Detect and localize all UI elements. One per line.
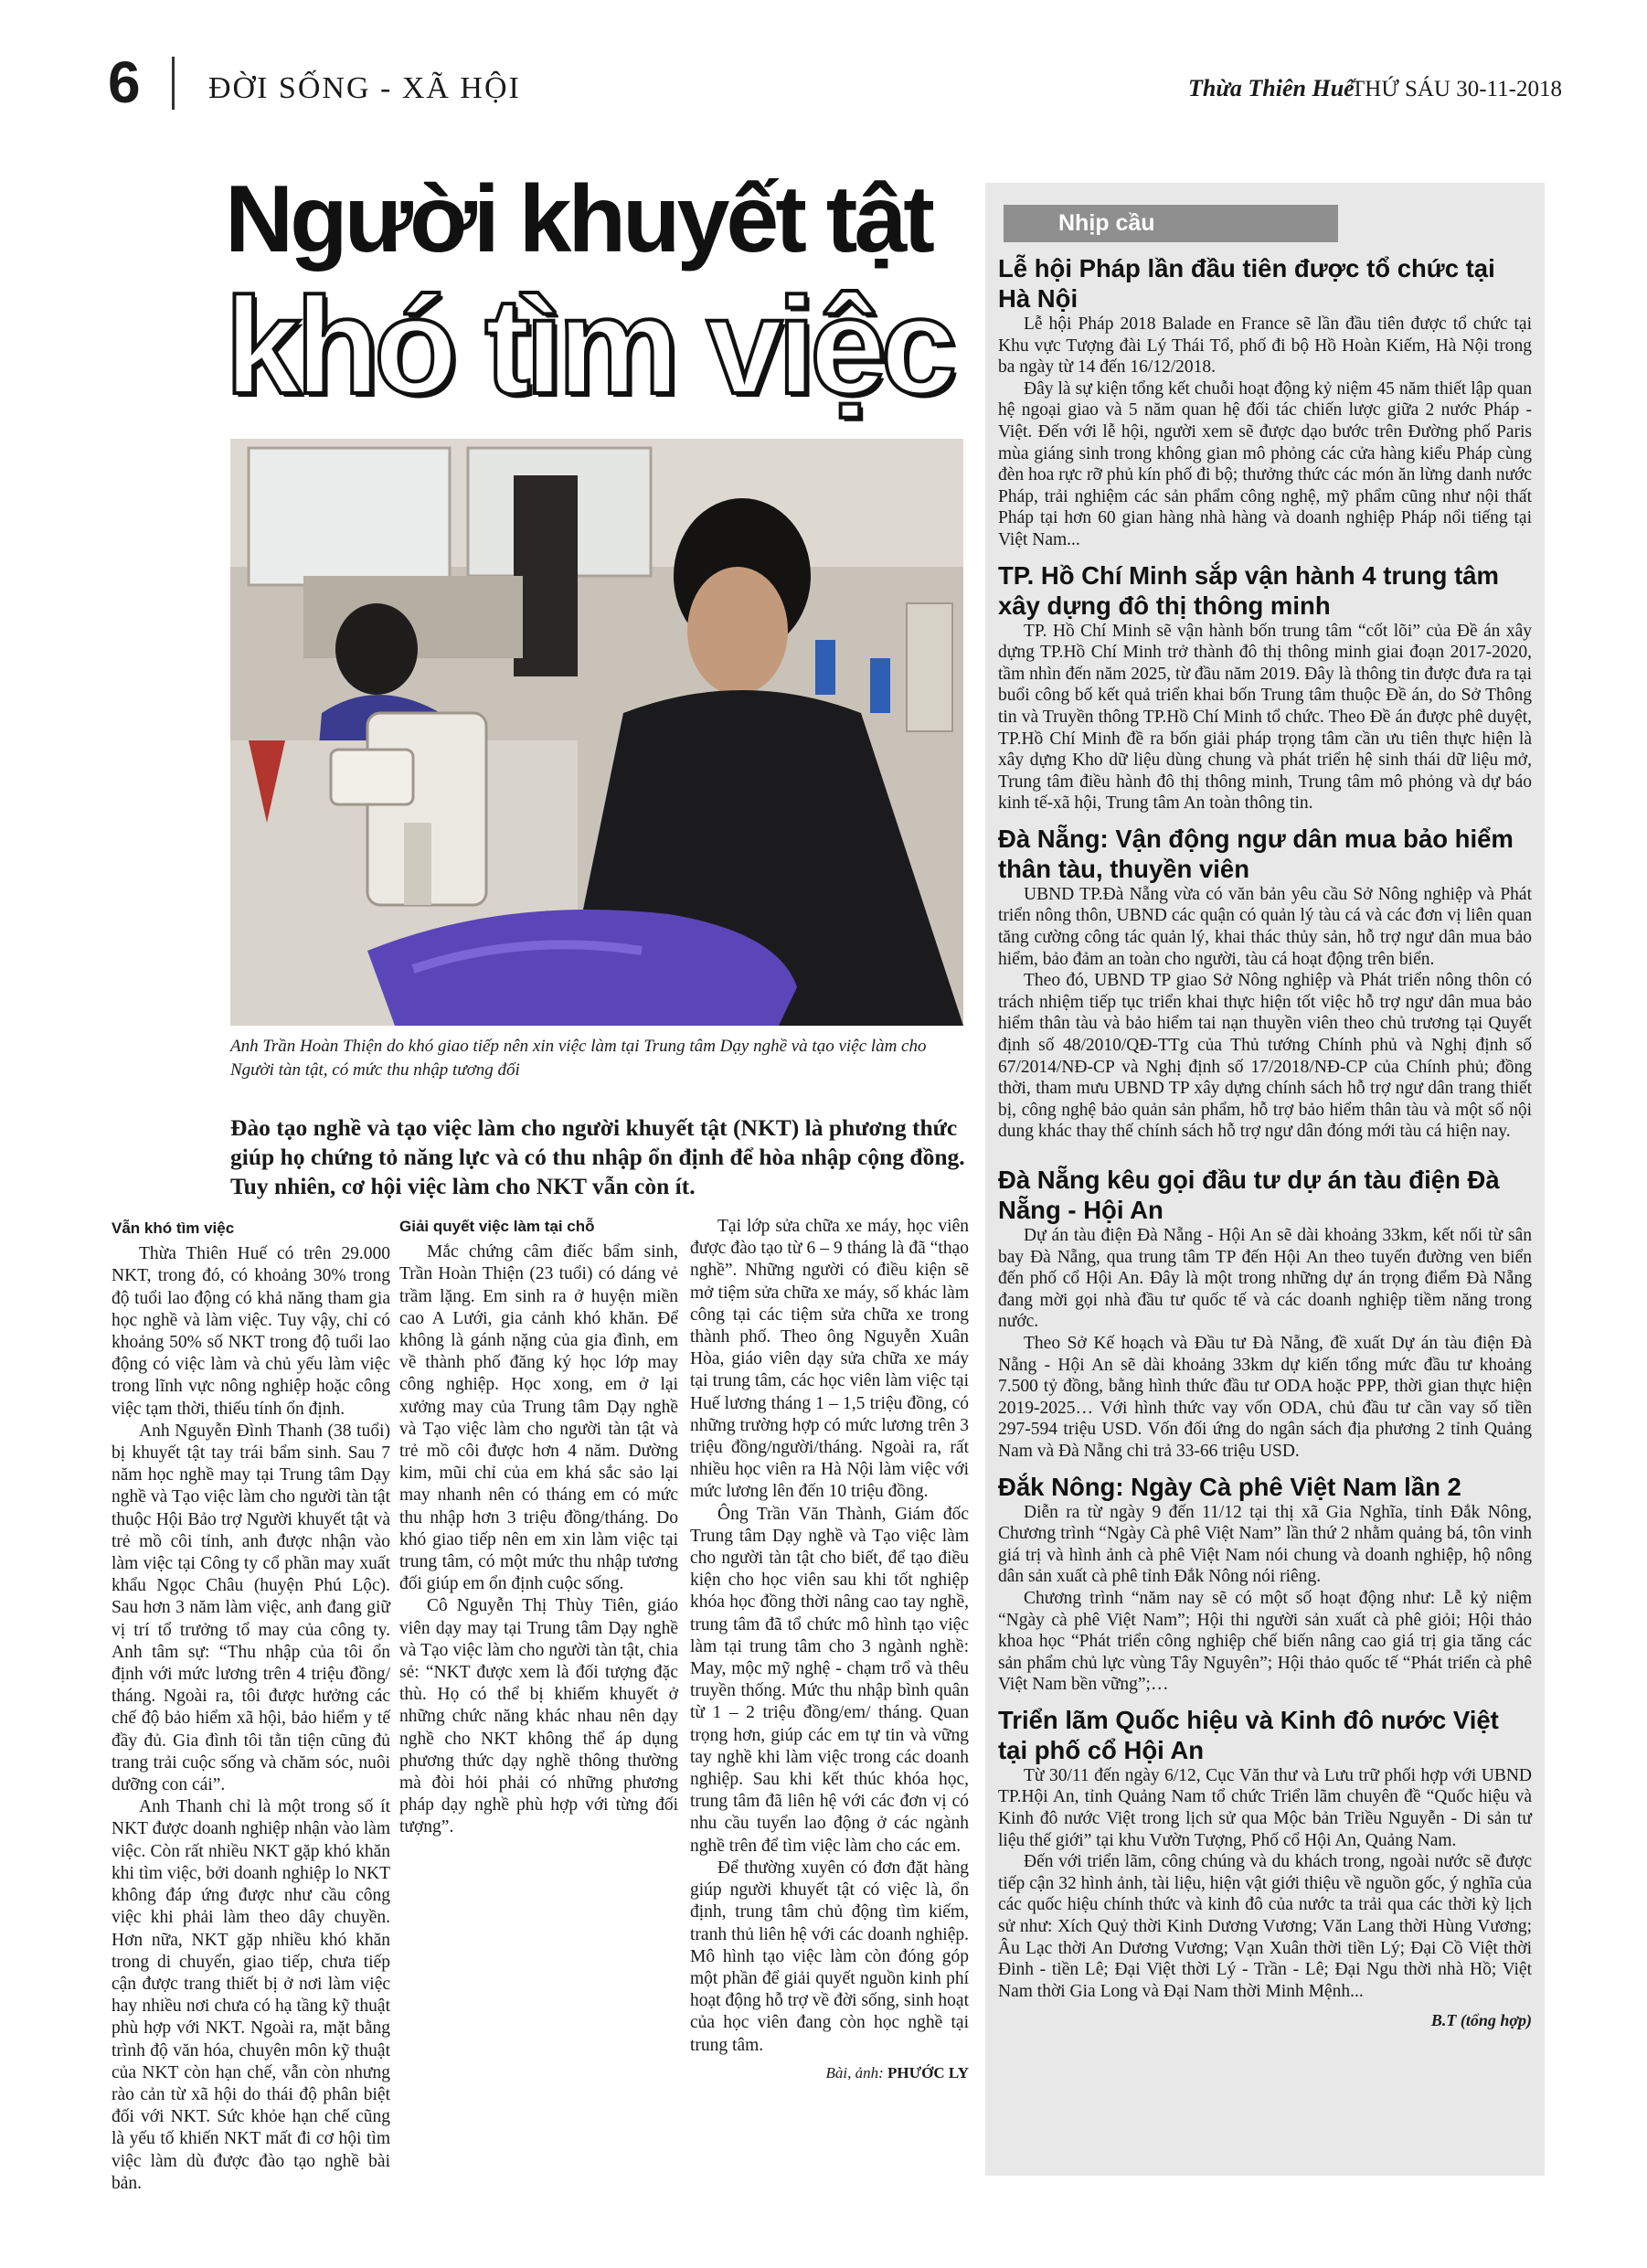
story-paragraph: Đây là sự kiện tổng kết chuỗi hoạt động kỷ niệm 45 năm thiết lập quan hệ ngoại giao và 5 năm quan hệ đối tác chiến lược giữa 2 nước Pháp - Việt. Đến với lễ hội, người xem sẽ được dạo bước trên Đường phố Paris mùa giáng sinh trong không gian mô phỏng các cửa hàng kiểu Pháp cùng đèn hoa rực rỡ phủ kín phố đi bộ; thưởng thức các món ăn lừng danh nước Pháp, trải nghiệm các sản phẩm công nghệ, mỹ phẩm cũng như nội thất Pháp tại hơn 60 gian hàng nhà hàng và doanh nghiệp Pháp nổi tiếng tại Việt Nam... xyxy=(998,378,1532,549)
story-title: Triển lãm Quốc hiệu và Kinh đô nước Việt tại phố cổ Hội An xyxy=(998,1705,1499,1764)
story-title: Đà Nẵng kêu gọi đầu tư dự án tàu điện Đà Nẵng - Hội An xyxy=(998,1166,1500,1224)
article-paragraph: Thừa Thiên Huế có trên 29.000 NKT, trong đó, có khoảng 30% trong độ tuổi lao động có khả năng tham gia học nghề và làm việc. Tuy vậy, chỉ có khoảng 50% số NKT trong độ tuổi lao động có việc làm và chủ yếu làm việc trong lĩnh vực nông nghiệp hoặc công việc tạm thời, thiếu tính ổn định. xyxy=(112,1244,390,1419)
story-paragraph: Diễn ra từ ngày 9 đến 11/12 tại thị xã Gia Nghĩa, tỉnh Đắk Nông, Chương trình “Ngày Cà phê Việt Nam” lần thứ 2 nhằm quảng bá, tôn vinh giá trị và hình ảnh cà phê Việt Nam nói chung và doanh nghiệp, hộ nông dân sản xuất cà phê tỉnh Đắk Nông nói riêng. xyxy=(998,1502,1532,1587)
byline-label: Bài, ảnh: xyxy=(825,2063,884,2082)
article-column-1 xyxy=(112,1216,390,2195)
subheading: Vẫn khó tìm việc xyxy=(112,1219,235,1237)
article-headline xyxy=(225,166,974,422)
page-header xyxy=(0,0,1647,119)
sidebar-story xyxy=(998,1472,1532,1696)
article-paragraph: Anh Thanh chỉ là một trong số ít NKT được doanh nghiệp nhận vào làm việc. Còn rất nhiều NKT gặp khó khăn khi tìm việc, bởi doanh nghiệp lo NKT không đáp ứng được như cầu công việc khi phải làm theo dây chuyền. Hơn nữa, NKT gặp nhiều khó khăn trong di chuyển, giao tiếp, chưa tiếp cận được trang thiết bị ở nơi làm việc hay nhiều nơi chưa có hạ tầng kỹ thuật phù hợp với NKT. Ngoài ra, mặt bằng trình độ văn hóa, chuyên môn kỹ thuật của NKT còn hạn chế, vẫn còn nhưng rào cản từ xã hội do thái độ phân biệt đối với NKT. Sức khỏe hạn chế cũng là yếu tố khiến NKT mất đi cơ hội tìm việc làm dù được đào tạo nghề bài bản. xyxy=(112,1797,390,2193)
sidebar-story xyxy=(998,253,1532,551)
article-photo xyxy=(230,439,963,1026)
subheading: Giải quyết việc làm tại chỗ xyxy=(399,1218,595,1235)
story-paragraph: Chương trình “năm nay sẽ có một số hoạt động như: Lễ kỷ niệm “Ngày cà phê Việt Nam”; Hội thi người sản xuất cà phê giỏi; Hội thảo khoa học “Phát triển công nghiệp chế biến nâng cao giá trị gia tăng các sản phẩm chủ lực vùng Tây Nguyên”; Hội thảo quốc tế “Phát triển cà phê Việt Nam bền vững”;… xyxy=(998,1588,1532,1695)
issue-date: THỨ SÁU 30-11-2018 xyxy=(1351,77,1562,101)
sidebar-story xyxy=(998,560,1532,815)
sidebar-story xyxy=(998,1165,1532,1463)
photo-caption: Anh Trần Hoàn Thiện do khó giao tiếp nên xin việc làm tại Trung tâm Dạy nghề và tạo việc làm cho Người tàn tật, có mức thu nhập tương đối xyxy=(230,1037,927,1080)
headline-line-1: Người khuyết tật xyxy=(225,166,931,272)
story-paragraph: Lễ hội Pháp 2018 Balade en France sẽ lần đầu tiên được tổ chức tại Khu vực Tượng đài Lý Thái Tổ, phố đi bộ Hồ Hoàn Kiếm, Hà Nội trong ba ngày từ 14 đến 16/12/2018. xyxy=(998,314,1532,378)
byline-author: PHƯỚC LY xyxy=(887,2063,969,2082)
page-number: 6 xyxy=(108,49,141,115)
article-paragraph: Mắc chứng câm điếc bẩm sinh, Trần Hoàn Thiện (23 tuổi) có dáng vẻ trầm lặng. Em sinh ra ở huyện miền cao A Lưới, gia cảnh khó khăn. Để không là gánh nặng của gia đình, em về thành phố đăng ký học lớp may công nghiệp. Học xong, em ở lại xưởng may của Trung tâm Dạy nghề và Tạo việc làm cho người tàn tật và trẻ mồ côi được hơn 4 năm. Dường kim, mũi chỉ của em khá sắc sảo lại may nhanh nên có tháng em có mức thu nhập hơn 3 triệu đồng/tháng. Do khó giao tiếp nên em xin làm việc tại trung tâm, có một mức thu nhập tương đối giúp em ổn định cuộc sống. xyxy=(399,1242,678,1594)
story-title: TP. Hồ Chí Minh sắp vận hành 4 trung tâm xây dựng đô thị thông minh xyxy=(998,560,1500,620)
story-paragraph: Theo đó, UBND TP giao Sở Nông nghiệp và Phát triển nông thôn có trách nhiệm tiếp tục triển khai thực hiện tốt việc hỗ trợ ngư dân mua bảo hiểm thân tàu và bảo hiểm tai nạn thuyền viên theo chủ trương tại Quyết định số 48/2010/QĐ-TTg của Thủ tướng Chính phủ và Nghị định số 67/2014/NĐ-CP và Nghị định số 17/2018/NĐ-CP của Chính phủ; đồng thời, tham mưu UBND TP xây dựng chính sách hỗ trợ ngư dân trang thiết bị, công nghệ bảo quản sản phẩm, hỗ trợ bảo hiểm thân tàu và một số nội dung khác thay thế chính sách hỗ trợ ngư dân đóng mới tàu cá hiện nay. xyxy=(998,971,1532,1142)
story-title: Đà Nẵng: Vận động ngư dân mua bảo hiểm thân tàu, thuyền viên xyxy=(998,824,1514,883)
article-column-3 xyxy=(690,1216,969,2084)
story-paragraph: TP. Hồ Chí Minh sẽ vận hành bốn trung tâm “cốt lõi” của Đề án xây dựng TP.Hồ Chí Minh trở thành đô thị thông minh giai đoạn 2017-2020, tầm nhìn đến năm 2025, từ đầu năm 2019. Đây là thông tin được đưa ra tại buổi công bố kết quả triển khai bốn Trung tâm thuộc Đề án, do Sở Thông tin và Truyền thông TP.Hồ Chí Minh tổ chức. Theo Đề án được phê duyệt, TP.Hồ Chí Minh đề ra bốn giải pháp trọng tâm cần ưu tiên thực hiện là xây dựng Kho dữ liệu dùng chung và phát triển hệ sinh thái dữ liệu mở, Trung tâm điều hành đô thị thông minh, Trung tâm mô phỏng và dự báo kinh tế-xã hội, Trung tâm An toàn thông tin. xyxy=(998,621,1532,814)
article-paragraph: Ông Trần Văn Thành, Giám đốc Trung tâm Dạy nghề và Tạo việc làm cho người tàn tật cho biết, để tạo điều kiện cho học viên sau khi tốt nghiệp khóa học đồng thời nâng cao tay nghề, trung tâm đã tổ chức mô hình tạo việc làm tại trung tâm cho 3 ngành nghề: May, mộc mỹ nghệ - chạm trổ và thêu truyền thống. Mức thu nhập bình quân từ 1 – 2 triệu đồng/em/ tháng. Quan trọng hơn, giúp các em tự tin và vững tay nghề khi làm việc trong các doanh nghiệp. Sau khi kết thúc khóa học, trung tâm đã liên hệ với các đơn vị có nhu cầu tuyển lao động ở các ngành nghề trên để tìm việc làm cho các em. xyxy=(690,1504,969,1856)
article-paragraph: Anh Nguyễn Đình Thanh (38 tuổi) bị khuyết tật tay trái bẩm sinh. Sau 7 năm học nghề may tại Trung tâm Dạy nghề và Tạo việc làm cho người tàn tật thuộc Hội Bảo trợ Người khuyết tật và trẻ mồ côi tỉnh, anh được nhận vào làm việc tại Công ty cổ phần may xuất khẩu Ngọc Châu (huyện Phú Lộc). Sau hơn 3 năm làm việc, anh đang giữ vị trí tổ trưởng tổ may của công ty. Anh tâm sự: “Thu nhập của tôi ổn định với mức lương trên 4 triệu đồng/ tháng. Ngoài ra, tôi được hưởng các chế độ bảo hiểm xã hội, bảo hiểm y tế đầy đủ. Gia đình tôi tằn tiện cũng đủ trang trải cuộc sống và chăm sóc, nuôi dưỡng con cái”. xyxy=(112,1421,390,1795)
article-paragraph: Tại lớp sửa chữa xe máy, học viên được đào tạo từ 6 – 9 tháng là đã “thạo nghề”. Những người có điều kiện sẽ mở tiệm sửa chữa xe máy, số khác làm công tại các tiệm sửa chữa xe trong thành phố. Theo ông Nguyễn Xuân Hòa, giáo viên dạy sửa chữa xe máy tại trung tâm, các học viên làm việc tại Huế lương tháng 1 – 1,5 triệu đồng, có những trường hợp có mức lương trên 3 triệu đồng/người/tháng. Ngoài ra, rất nhiều học viên ra Hà Nội làm việc với mức lương lên đến 10 triệu đồng. xyxy=(690,1217,969,1502)
story-paragraph: Dự án tàu điện Đà Nẵng - Hội An sẽ dài khoảng 33km, kết nối từ sân bay Đà Nẵng, qua trung tâm TP đến Hội An theo tuyến đường ven biển đến phố cổ Hội An. Đây là một trong những dự án trọng điểm Đà Nẵng đang mời gọi nhà đầu tư quốc tế và các doanh nghiệp tiềm năng trong nước. xyxy=(998,1226,1532,1332)
sidebar-story xyxy=(998,1705,1532,2003)
section-title: ĐỜI SỐNG - XÃ HỘI xyxy=(208,71,521,105)
story-paragraph: Từ 30/11 đến ngày 6/12, Cục Văn thư và Lưu trữ phối hợp với UBND TP.Hội An, tỉnh Quảng Nam tổ chức Triển lãm chuyên đề “Quốc hiệu và Kinh đô nước Việt trong lịch sử qua Mộc bản Triều Nguyễn - Di sản tư liệu thế giới” tại khu Vườn Tượng, Phố cổ Hội An, Quảng Nam. xyxy=(998,1765,1532,1850)
story-paragraph: Theo Sở Kế hoạch và Đầu tư Đà Nẵng, đề xuất Dự án tàu điện Đà Nẵng - Hội An sẽ dài khoảng 33km dự kiến tổng mức đầu tư khoảng 7.500 tỷ đồng, bằng hình thức đầu tư ODA hoặc PPP, thời gian thực hiện 2019-2025… Với hình thức vay vốn ODA, chủ đầu tư cần vay số tiền 297-594 triệu USD. Vốn đối ứng do ngân sách địa phương 2 tỉnh Quảng Nam và Đà Nẵng chi trả 33-66 triệu USD. xyxy=(998,1333,1532,1461)
sewing-workshop-illustration xyxy=(230,439,963,1026)
header-divider xyxy=(172,57,175,110)
article-column-2 xyxy=(399,1216,678,1839)
story-title: Lễ hội Pháp lần đầu tiên được tổ chức tại Hà Nội xyxy=(998,254,1495,313)
sidebar-credit: B.T (tổng hợp) xyxy=(1430,2011,1532,2030)
story-paragraph: Đến với triển lãm, công chúng và du khách trong, ngoài nước sẽ được tiếp cận 32 hình ảnh, tài liệu, hiện vật giới thiệu về nguồn gốc, ý nghĩa của các quốc hiệu chính thức và kinh đô của nước ta trải qua các thời kỳ lịch sử như: Xích Quỷ thời Kinh Dương Vương; Văn Lang thời Hùng Vương; Âu Lạc thời An Dương Vương; Vạn Xuân thời tiền Lý; Đại Cồ Việt thời Đinh - tiền Lê; Đại Việt thời Lý - Trần - Lê; Đại Ngu thời nhà Hồ; Việt Nam thời Gia Long và Đại Nam thời Minh Mệnh... xyxy=(998,1852,1532,2001)
headline-line-2: khó tìm việc xyxy=(225,269,951,422)
sidebar-story xyxy=(998,824,1532,1143)
story-title: Đắk Nông: Ngày Cà phê Việt Nam lần 2 xyxy=(998,1472,1461,1501)
sidebar-news xyxy=(985,183,1545,2176)
article-paragraph: Để thường xuyên có đơn đặt hàng giúp người khuyết tật có việc là, ổn định, trung tâm chủ động tìm kiếm, tranh thủ liên hệ với các doanh nghiệp. Mô hình tạo việc làm còn đóng góp một phần để giải quyết nguồn kinh phí hoạt động hỗ trợ về đời sống, sinh hoạt của học viên đang còn học nghề tại trung tâm. xyxy=(690,1858,969,2055)
article-paragraph: Cô Nguyễn Thị Thùy Tiên, giáo viên dạy may tại Trung tâm Dạy nghề và Tạo việc làm cho người tàn tật, chia sẻ: “NKT được xem là đối tượng đặc thù. Họ có thể bị khiếm khuyết ở những chức năng khác nhau nên dạy nghề cho NKT không thể áp dụng phương thức dạy nghề thông thường mà đòi hỏi phải có những phương pháp dạy nghề phù hợp với từng đối tượng”. xyxy=(399,1596,678,1837)
article-lead: Đào tạo nghề và tạo việc làm cho người khuyết tật (NKT) là phương thức giúp họ chứng tỏ năng lực và có thu nhập ổn định để hòa nhập cộng đồng. Tuy nhiên, cơ hội việc làm cho NKT vẫn còn ít. xyxy=(230,1114,965,1199)
article-byline xyxy=(690,2062,969,2084)
newspaper-name: Thừa Thiên Huế xyxy=(1188,75,1355,101)
sidebar-label: Nhịp cầu xyxy=(1004,205,1338,242)
story-paragraph: UBND TP.Đà Nẵng vừa có văn bản yêu cầu Sở Nông nghiệp và Phát triển nông thôn, UBND các quận có quản lý tàu cá và các đơn vị liên quan tăng cường công tác quản lý, khai thác thủy sản, hỗ trợ ngư dân mua bảo hiểm, bảo đảm an toàn cho người, tàu cá hoạt động trên biển. xyxy=(998,884,1532,969)
